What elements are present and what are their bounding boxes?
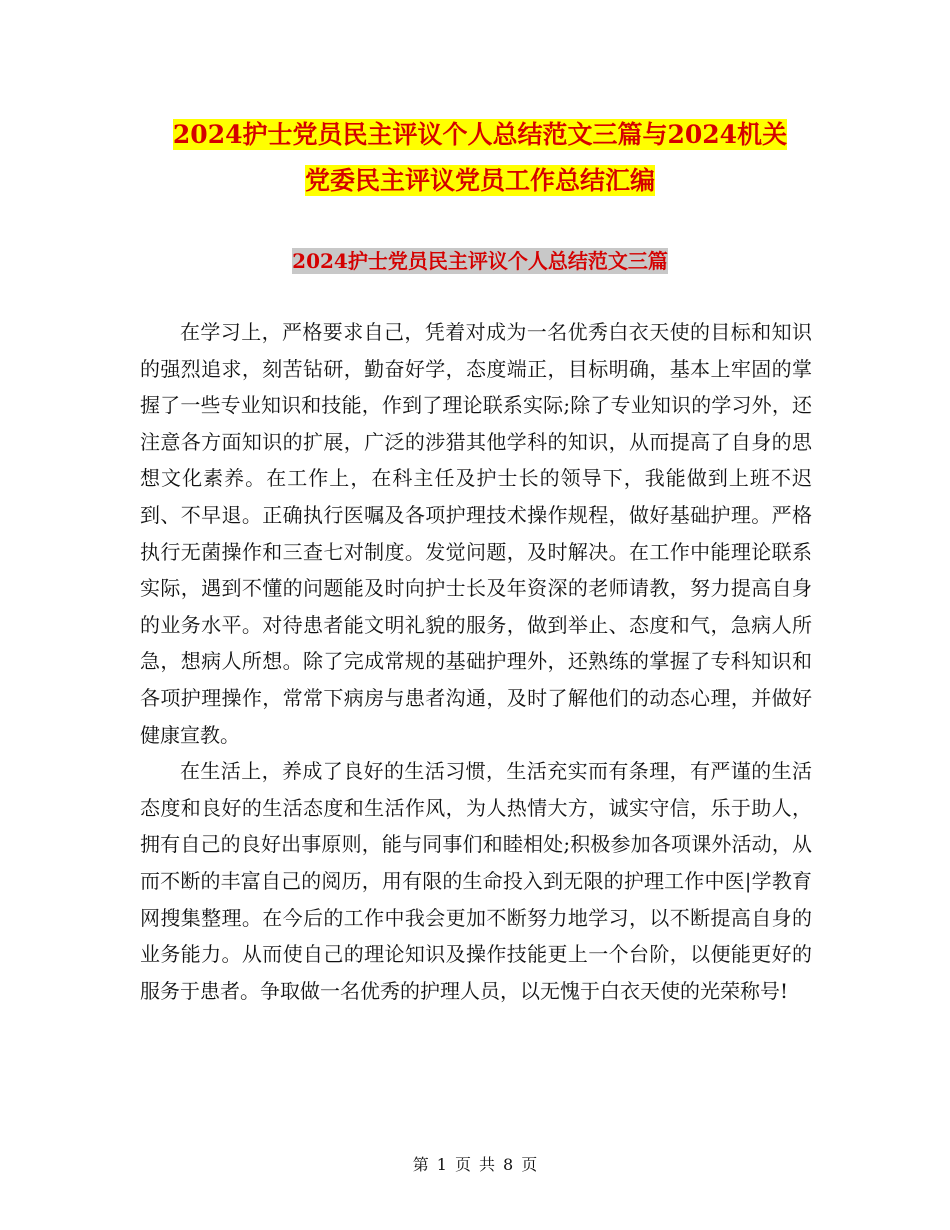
footer-label-total: 共: [479, 1155, 496, 1174]
document-title-line-1: 2024护士党员民主评议个人总结范文三篇与2024机关: [172, 120, 788, 149]
footer-current-page: 1: [436, 1155, 447, 1174]
section-subtitle-text: 2024护士党员民主评议个人总结范文三篇: [292, 249, 668, 273]
footer-label-page: 页: [454, 1155, 471, 1174]
footer-label-page-2: 页: [521, 1155, 538, 1174]
body-paragraph-2: 在生活上，养成了良好的生活习惯，生活充实而有条理，有严谨的生活态度和良好的生活态度和生活作风，为人热情大方，诚实守信，乐于助人，拥有自己的良好出事原则，能与同事们和睦相处;积极参加各项课外活动，从而不断的丰富自己的阅历，用有限的生命投入到无限的护理工作中医|学教育网搜集整理。在今后的工作中我会更加不断努力地学习，以不断提高自身的业务能力。从而使自己的理论知识及操作技能更上一个台阶，以便能更好的服务于患者。争取做一名优秀的护理人员，以无愧于白衣天使的光荣称号!: [140, 759, 812, 1003]
document-title: [140, 112, 820, 204]
document-title-line-2: 党委民主评议党员工作总结汇编: [304, 166, 655, 195]
footer-label-prefix: 第: [412, 1155, 429, 1174]
footer-total-pages: 8: [503, 1155, 514, 1174]
document-body: [140, 314, 812, 1009]
page-footer: [0, 1153, 950, 1177]
section-subtitle: [140, 246, 820, 276]
body-paragraph-1: 在学习上，严格要求自己，凭着对成为一名优秀白衣天使的目标和知识的强烈追求，刻苦钻研，勤奋好学，态度端正，目标明确，基本上牢固的掌握了一些专业知识和技能，作到了理论联系实际;除了专业知识的学习外，还注意各方面知识的扩展，广泛的涉猎其他学科的知识，从而提高了自身的思想文化素养。在工作上，在科主任及护士长的领导下，我能做到上班不迟到、不早退。正确执行医嘱及各项护理技术操作规程，做好基础护理。严格执行无菌操作和三查七对制度。发觉问题，及时解决。在工作中能理论联系实际，遇到不懂的问题能及时向护士长及年资深的老师请教，努力提高自身的业务水平。对待患者能文明礼貌的服务，做到举止、态度和气，急病人所急，想病人所想。除了完成常规的基础护理外，还熟练的掌握了专科知识和各项护理操作，常常下病房与患者沟通，及时了解他们的动态心理，并做好健康宣教。: [140, 320, 812, 747]
